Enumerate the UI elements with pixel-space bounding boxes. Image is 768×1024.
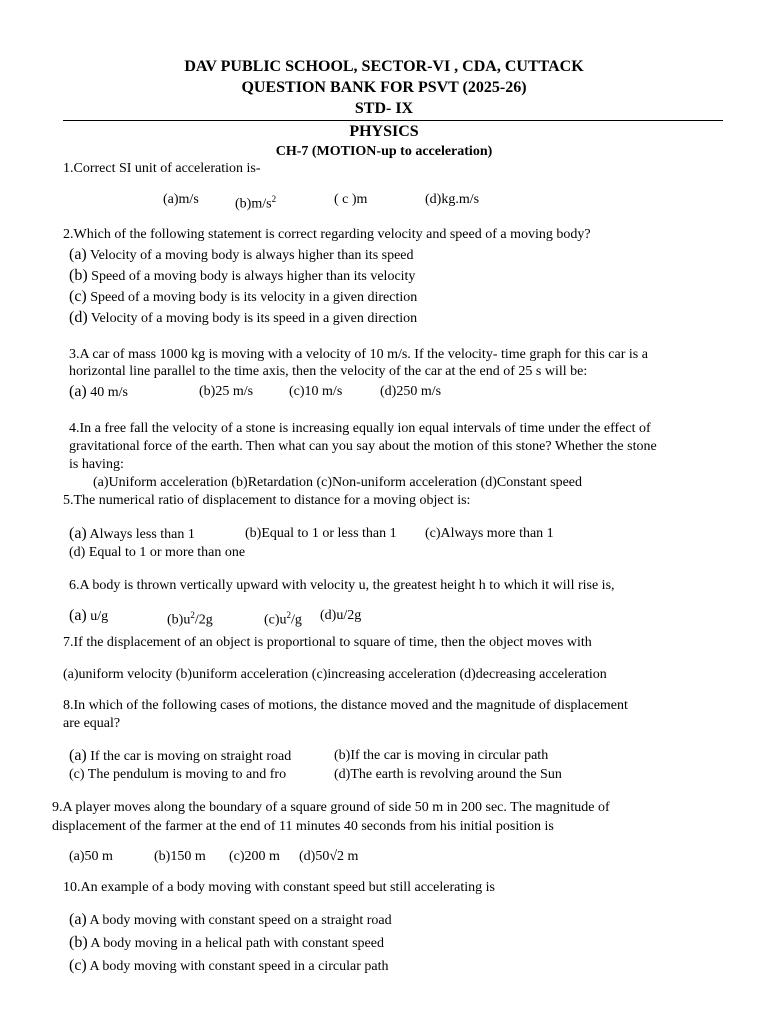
- q10-option-a: (a) A body moving with constant speed on a straight road: [69, 911, 392, 928]
- q9-option-d: (d)50√2 m: [299, 849, 359, 864]
- q5-option-a: (a) Always less than 1: [69, 525, 195, 542]
- q2-option-d: (d) Velocity of a moving body is its speed in a given direction: [69, 309, 418, 326]
- question-8-line-2: are equal?: [63, 716, 121, 731]
- q7-options: (a)uniform velocity (b)uniform acceleration (c)increasing acceleration (d)decreasing acceleration: [63, 667, 607, 682]
- question-6-text: 6.A body is thrown vertically upward with velocity u, the greatest height h to which it will rise is,: [69, 578, 615, 593]
- q1-option-a: (a)m/s: [163, 192, 199, 207]
- q5-option-d: (d) Equal to 1 or more than one: [69, 545, 246, 560]
- q4-options: (a)Uniform acceleration (b)Retardation (c)Non-uniform acceleration (d)Constant speed: [93, 475, 583, 490]
- question-3-line-2: horizontal line parallel to the time axis, then the velocity of the car at the end of 25 s will be:: [69, 364, 588, 379]
- q6-option-c: $(c)u^2/g$: [264, 610, 302, 628]
- q2-option-b: (b) Speed of a moving body is always higher than its velocity: [69, 267, 416, 284]
- q6-option-b: $(b)u^2/2g$: [167, 610, 213, 628]
- q9-option-c: (c)200 m: [229, 849, 280, 864]
- subject-title: PHYSICS: [349, 123, 419, 140]
- q6-option-a: (a) u/g: [69, 607, 109, 624]
- q1-option-c: ( c )m: [334, 192, 368, 207]
- question-8-line-1: 8.In which of the following cases of motions, the distance moved and the magnitude of displacement: [63, 698, 628, 713]
- q10-option-c: (c) A body moving with constant speed in a circular path: [69, 957, 389, 974]
- question-10-text: 10.An example of a body moving with constant speed but still accelerating is: [63, 880, 495, 895]
- q8-option-c: (c) The pendulum is moving to and fro: [69, 767, 287, 782]
- q10-option-b: (b) A body moving in a helical path with constant speed: [69, 934, 384, 951]
- standard-label: STD- IX: [354, 100, 414, 117]
- q6-option-d: (d)u/2g: [320, 608, 362, 623]
- q1-option-b: $(b)m/s^2$: [235, 194, 277, 212]
- q8-option-a: (a) If the car is moving on straight road: [69, 747, 292, 764]
- question-4-line-1: 4.In a free fall the velocity of a stone is increasing equally ion equal intervals of time under the effect of: [69, 421, 651, 436]
- q3-option-c: (c)10 m/s: [289, 384, 343, 399]
- question-3-line-1: 3.A car of mass 1000 kg is moving with a velocity of 10 m/s. If the velocity- time graph for this car is a: [69, 347, 648, 362]
- question-5-text: 5.The numerical ratio of displacement to distance for a moving object is:: [63, 493, 471, 508]
- question-9-line-1: 9.A player moves along the boundary of a square ground of side 50 m in 200 sec. The magnitude of: [52, 800, 610, 815]
- q8-option-b: (b)If the car is moving in circular path: [334, 748, 549, 763]
- q5-option-c: (c)Always more than 1: [425, 526, 554, 541]
- q2-option-a: (a) Velocity of a moving body is always higher than its speed: [69, 246, 414, 263]
- q1-option-d: (d)kg.m/s: [425, 192, 480, 207]
- q3-option-d: (d)250 m/s: [380, 384, 442, 399]
- question-4-line-2: gravitational force of the earth. Then what can you say about the motion of this stone? Whether the stone: [69, 439, 657, 454]
- question-bank-title: QUESTION BANK FOR PSVT (2025-26): [241, 79, 527, 96]
- header-divider: [63, 120, 723, 121]
- q5-option-b: (b)Equal to 1 or less than 1: [245, 526, 397, 541]
- question-4-line-3: is having:: [69, 457, 124, 472]
- q2-option-c: (c) Speed of a moving body is its velocity in a given direction: [69, 288, 418, 305]
- school-name: DAV PUBLIC SCHOOL, SECTOR-VI , CDA, CUTTACK: [184, 58, 584, 75]
- q8-option-d: (d)The earth is revolving around the Sun: [334, 767, 562, 782]
- question-1-text: 1.Correct SI unit of acceleration is-: [63, 161, 261, 176]
- question-7-text: 7.If the displacement of an object is proportional to square of time, then the object moves with: [63, 635, 592, 650]
- question-9-line-2: displacement of the farmer at the end of 11 minutes 40 seconds from his initial position is: [52, 819, 554, 834]
- chapter-title: CH-7 (MOTION-up to acceleration): [275, 144, 493, 159]
- q9-option-a: (a)50 m: [69, 849, 113, 864]
- question-2-text: 2.Which of the following statement is correct regarding velocity and speed of a moving body?: [63, 227, 591, 242]
- q3-option-a: (a) 40 m/s: [69, 383, 128, 400]
- q9-option-b: (b)150 m: [154, 849, 206, 864]
- q3-option-b: (b)25 m/s: [199, 384, 254, 399]
